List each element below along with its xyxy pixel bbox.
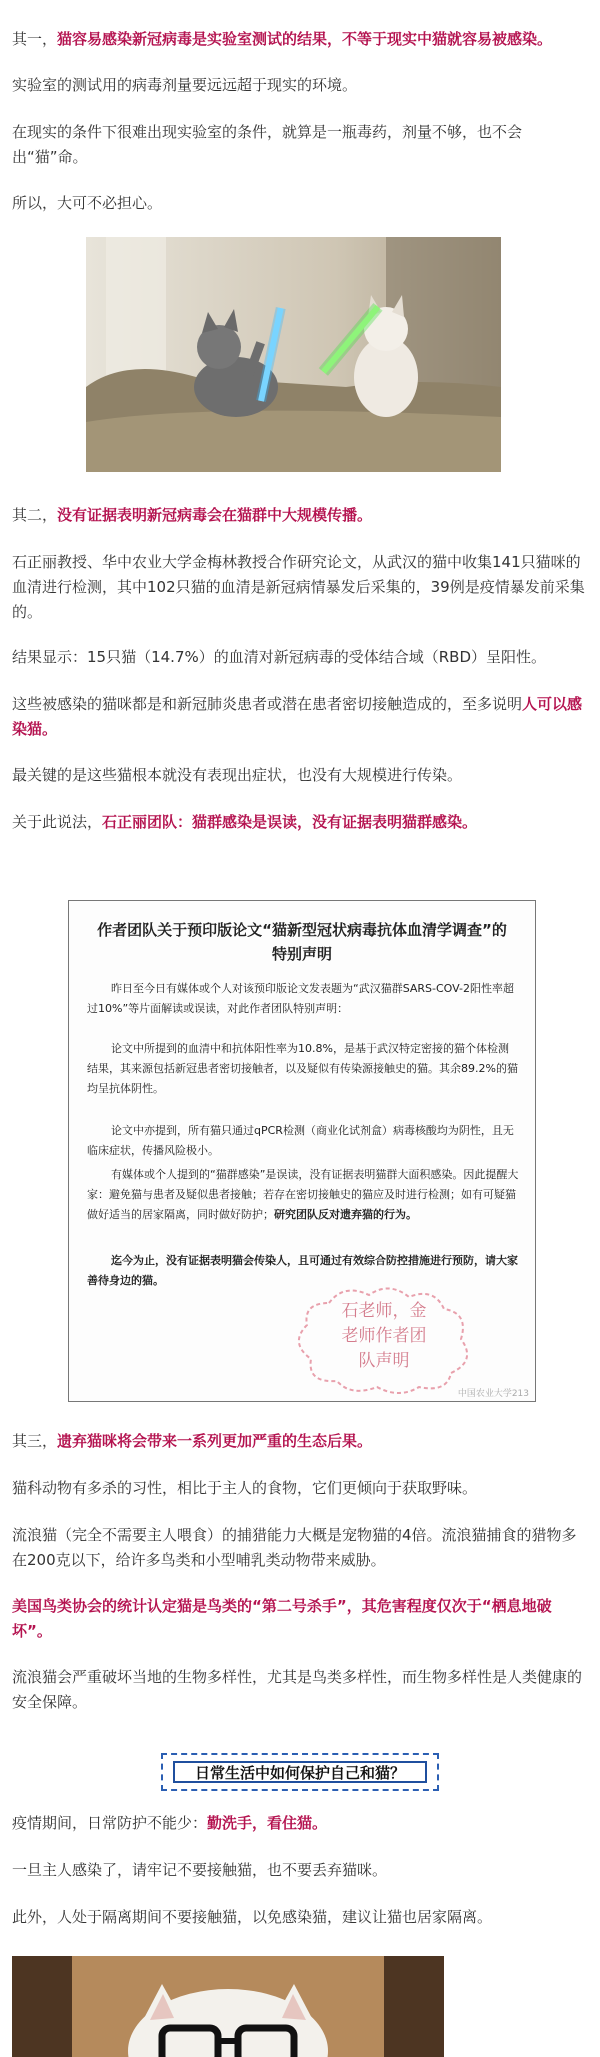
para-1 — [12, 27, 588, 52]
para-9: 最关键的是这些猫根本就没有表现出症状，也没有大规模进行传染。 — [12, 766, 463, 784]
stamp-line-2: 老师作者团 — [341, 1326, 427, 1346]
statement-bold: 研究团队反对遗弃猫的行为。 — [274, 1208, 417, 1221]
para-10 — [12, 810, 588, 835]
para-text: 这些被感染的猫咪都是和新冠肺炎患者或潜在患者密切接触造成的，至多说明 — [12, 695, 523, 713]
para-5 — [12, 503, 588, 528]
para-3: 在现实的条件下很难出现实验室的条件，就算是一瓶毒药，剂量不够，也不会出“猫”命。 — [12, 123, 523, 166]
para-4: 所以，大可不必担心。 — [12, 194, 163, 212]
watermark: 中国农业大学213 — [457, 1389, 529, 1399]
stamp-line-3: 队声明 — [358, 1351, 410, 1371]
para-prefix: 其三， — [12, 1432, 58, 1450]
highlight-text: 没有证据表明新冠病毒会在猫群中大规模传播。 — [57, 506, 373, 524]
section-heading-frame — [161, 1753, 439, 1791]
para-prefix: 其二， — [12, 506, 58, 524]
stamp-line-1: 石老师，金 — [341, 1301, 427, 1321]
cat-glasses-illustration — [12, 1956, 444, 2057]
para-prefix: 关于此说法， — [12, 813, 103, 831]
para-17: 一旦主人感染了，请牢记不要接触猫，也不要丢弃猫咪。 — [12, 1861, 388, 1879]
section-heading: 日常生活中如何保护自己和猫？ — [194, 1764, 405, 1782]
statement-title-line-2: 特别声明 — [271, 945, 332, 963]
pink-cloud-stamp — [289, 1283, 479, 1395]
para-6: 石正丽教授、华中农业大学金梅林教授合作研究论文，从武汉的猫中收集141只猫咪的血清进行检测，其中102只猫的血清是新冠病情暴发后采集的，39例是疫情暴发前采集的。 — [12, 553, 585, 621]
highlight-text: 人可以感染猫。 — [12, 695, 583, 738]
para-7: 结果显示：15只猫（14.7%）的血清对新冠病毒的受体结合域（RBD）呈阳性。 — [12, 648, 547, 666]
para-16 — [12, 1811, 588, 1836]
highlight-text: 石正丽团队：猫群感染是误读，没有证据表明猫群感染。 — [102, 813, 478, 831]
highlight-text: 勤洗手，看住猫。 — [207, 1814, 328, 1832]
para-13: 流浪猫（完全不需要主人喂食）的捕猎能力大概是宠物猫的4倍。流浪猫捕食的猎物多在200克以下，给许多鸟类和小型哺乳类动物带来威胁。 — [12, 1526, 577, 1569]
stamp-text — [309, 1299, 459, 1374]
statement-text: 有媒体或个人提到的“猫群感染”是误读，没有证据表明猫群大面积感染。因此提醒大家：避免猫与患者及疑似患者接触；若存在密切接触史的猫应及时进行检测；如有可疑猫做好适当的居家隔离，同时做好防护； — [87, 1168, 519, 1221]
para-8 — [12, 692, 588, 742]
para-18: 此外，人处于隔离期间不要接触猫，以免感染猫，建议让猫也居家隔离。 — [12, 1908, 493, 1926]
para-11 — [12, 1429, 588, 1454]
author-team-statement-image — [68, 900, 536, 1402]
para-15: 流浪猫会严重破坏当地的生物多样性，尤其是鸟类多样性，而生物多样性是人类健康的安全保障。 — [12, 1668, 583, 1711]
statement-para-1: 昨日至今日有媒体或个人对该预印版论文发表题为“武汉猫群SARS-COV-2阳性率超过10%”等片面解读或误读，对此作者团队特别声明： — [87, 982, 514, 1015]
para-14 — [12, 1594, 588, 1644]
cat-with-glasses-photo — [12, 1956, 444, 2057]
para-2: 实验室的测试用的病毒剂量要远远超于现实的环境。 — [12, 76, 358, 94]
highlight-text: 遗弃猫咪将会带来一系列更加严重的生态后果。 — [57, 1432, 373, 1450]
highlight-text: 美国鸟类协会的统计认定猫是鸟类的“第二号杀手”，其危害程度仅次于“栖息地破坏”。 — [12, 1597, 552, 1640]
statement-para-5: 迄今为止，没有证据表明猫会传染人，且可通过有效综合防控措施进行预防，请大家善待身边的猫。 — [87, 1254, 518, 1287]
para-text: 疫情期间，日常防护不能少： — [12, 1814, 208, 1832]
para-12: 猫科动物有多杀的习性，相比于主人的食物，它们更倾向于获取野味。 — [12, 1479, 478, 1497]
cats-lightsaber-illustration — [86, 237, 501, 472]
para-prefix: 其一， — [12, 30, 58, 48]
statement-para-3: 论文中亦提到，所有猫只通过qPCR检测（商业化试剂盒）病毒核酸均为阴性，且无临床症状，传播风险极小。 — [87, 1124, 514, 1157]
statement-para-2: 论文中所提到的血清中和抗体阳性率为10.8%，是基于武汉特定密接的猫个体检测结果，其来源包括新冠患者密切接触者，以及疑似有传染源接触史的猫。其余89.2%的猫均呈抗体阴性。 — [87, 1042, 518, 1095]
statement-title-line-1: 作者团队关于预印版论文“猫新型冠状病毒抗体血清学调查”的 — [97, 921, 507, 939]
cats-lightsaber-photo — [86, 237, 501, 472]
highlight-text: 猫容易感染新冠病毒是实验室测试的结果，不等于现实中猫就容易被感染。 — [57, 30, 553, 48]
statement-para-4 — [87, 1165, 519, 1225]
